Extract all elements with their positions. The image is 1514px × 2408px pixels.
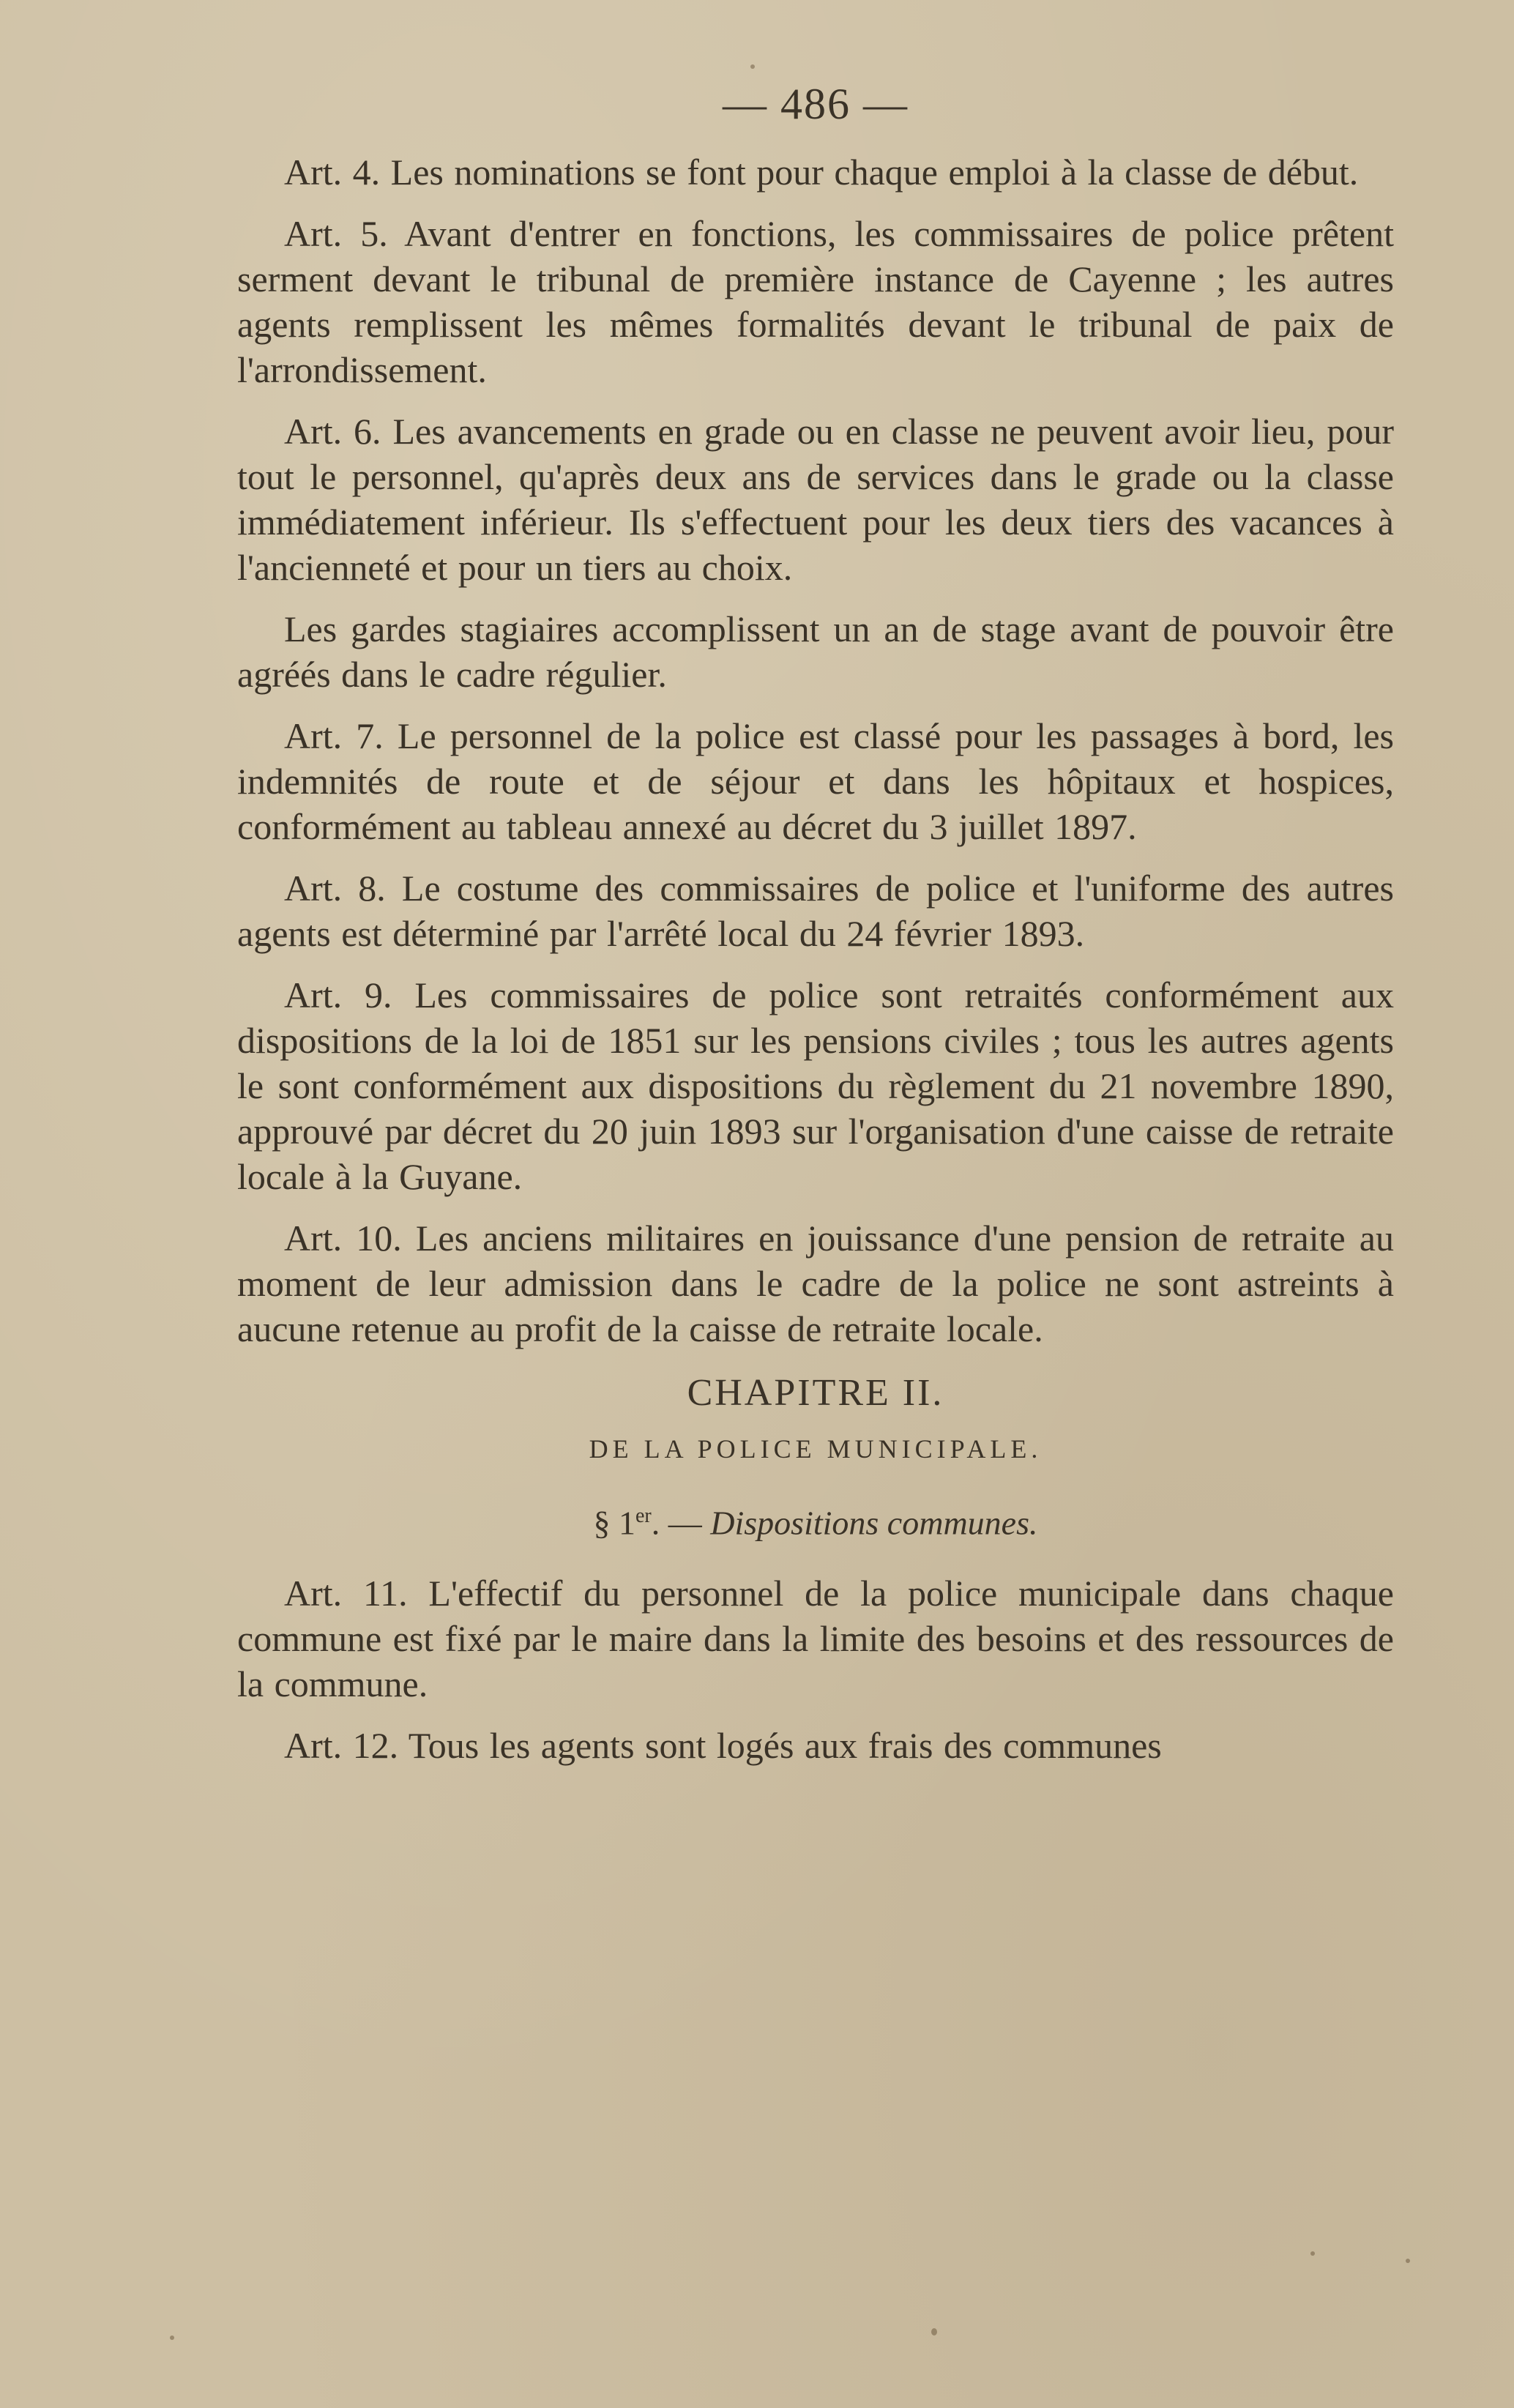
- paper-speck: [170, 2336, 174, 2340]
- chapter-title: CHAPITRE II.: [687, 1372, 944, 1414]
- paragraph-art-8: Art. 8. Le costume des commissaires de police et l'uniforme des autres agents est déterminé par l'arrêté local du 24 février 1893.: [237, 868, 1394, 954]
- paragraph-art-5: Art. 5. Avant d'entrer en fonctions, les commissaires de police prêtent serment devant le tribunal de première instance de Cayenne ; les autres agents remplissent les mêmes formalités devant le tribunal de paix de l'arrondissement.: [237, 213, 1394, 390]
- paper-speck: [931, 2328, 937, 2336]
- section-heading: [237, 1494, 1394, 1546]
- paragraph-art-12: Art. 12. Tous les agents sont logés aux frais des communes: [284, 1725, 1162, 1767]
- page-number: — 486 —: [723, 80, 909, 128]
- paragraph-art-6: Art. 6. Les avancements en grade ou en classe ne peuvent avoir lieu, pour tout le personnel, qu'après deux ans de services dans le grade ou la classe immédiatement inférieur. Ils s'effectuent pour les deux tiers des vacances à l'ancienneté et pour un tiers au choix.: [237, 411, 1394, 588]
- paragraph-gardes-stagiaires: Les gardes stagiaires accomplissent un an de stage avant de pouvoir être agréés dans le cadre régulier.: [237, 608, 1394, 695]
- paper-speck: [1406, 2259, 1410, 2263]
- paragraph-art-9: Art. 9. Les commissaires de police sont retraités conformément aux dispositions de la loi de 1851 sur les pensions civiles ; tous les autres agents le sont conformément aux dispositions du règlement du 21 novembre 1890, approuvé par décret du 20 juin 1893 sur l'organisation d'une caisse de retraite locale à la Guyane.: [237, 974, 1394, 1197]
- paper-speck: [750, 64, 755, 69]
- section-separator: . —: [651, 1504, 711, 1542]
- paragraph-art-7: Art. 7. Le personnel de la police est classé pour les passages à bord, les indemnités de route et de séjour et dans les hôpitaux et hospices, conformément au tableau annexé au décret du 3 juillet 1897.: [237, 715, 1394, 847]
- paragraph-art-11: Art. 11. L'effectif du personnel de la police municipale dans chaque commune est fixé par le maire dans la limite des besoins et des ressources de la commune.: [237, 1573, 1394, 1705]
- document-page: [237, 81, 1394, 1784]
- paper-speck: [1310, 2251, 1315, 2256]
- section-name: Dispositions communes.: [710, 1504, 1038, 1542]
- section-superscript: er: [635, 1505, 652, 1527]
- section-sign: § 1: [593, 1504, 635, 1542]
- paragraph-art-4: Art. 4. Les nominations se font pour chaque emploi à la classe de début.: [284, 152, 1359, 193]
- paragraph-art-10: Art. 10. Les anciens militaires en jouissance d'une pension de retraite au moment de leur admission dans le cadre de la police ne sont astreints à aucune retenue au profit de la caisse de retraite locale.: [237, 1218, 1394, 1349]
- chapter-subtitle: DE LA POLICE MUNICIPALE.: [589, 1434, 1043, 1464]
